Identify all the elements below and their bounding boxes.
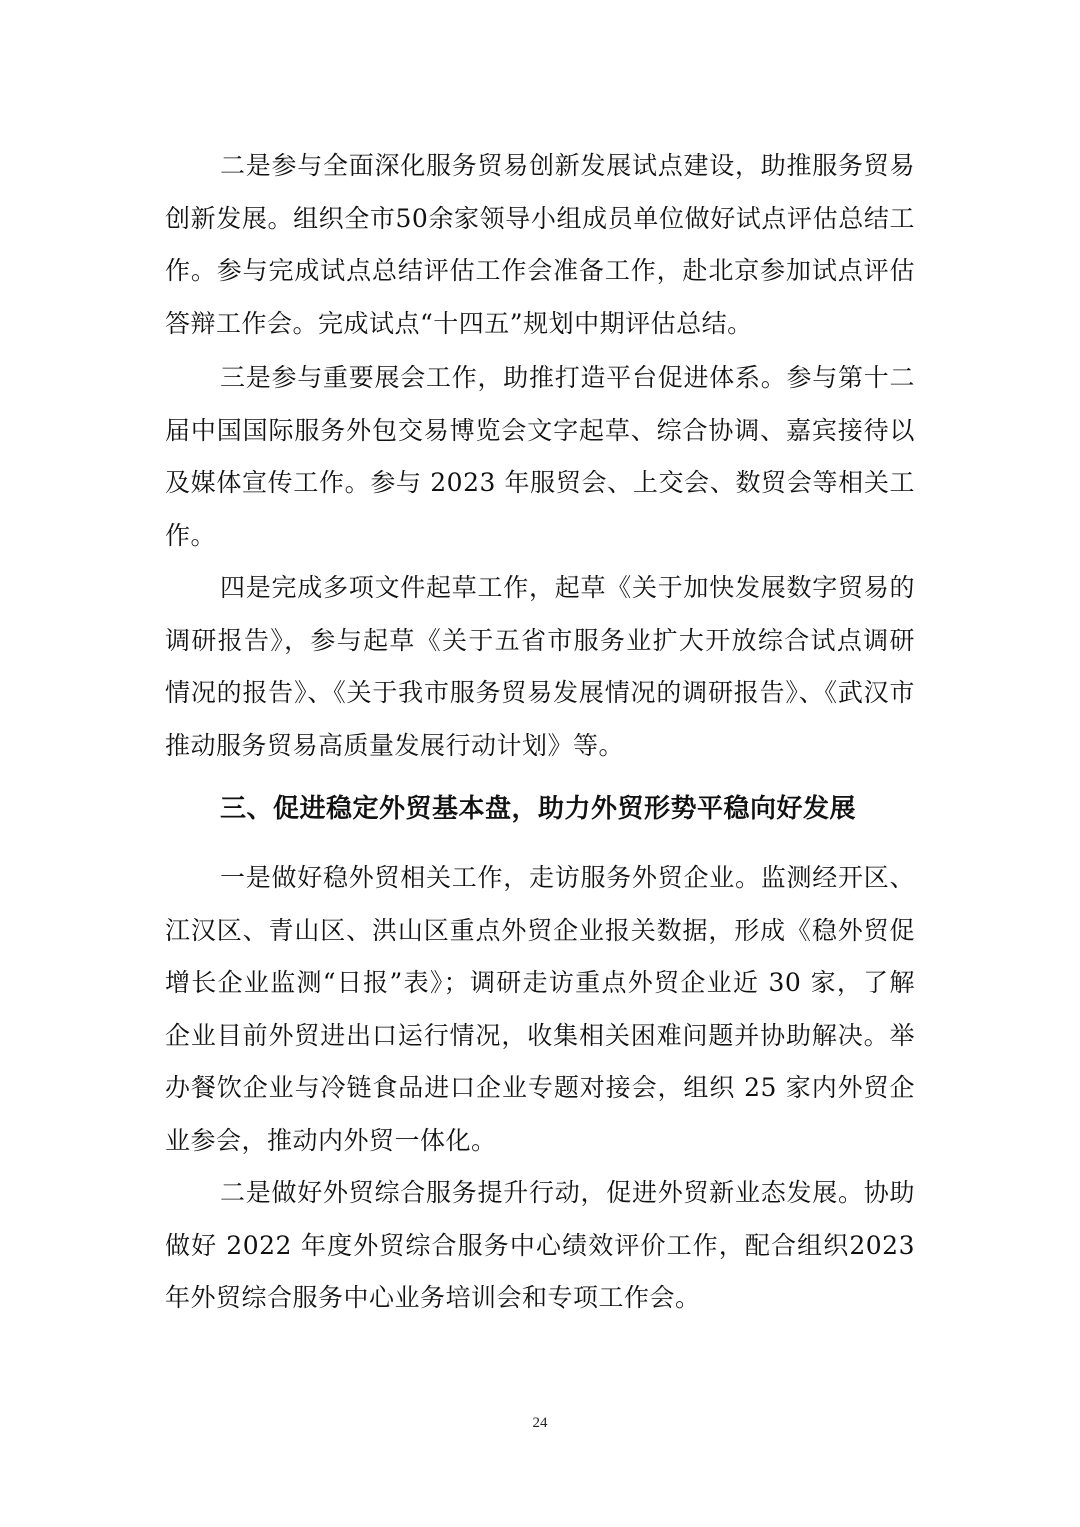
paragraph-exhibitions: 三是参与重要展会工作，助推打造平台促进体系。参与第十二届中国国际服务外包交易博览会文字起草、综合协调、嘉宾接待以及媒体宣传工作。参与 2023 年服贸会、上交会、数贸会等相关工作。 — [165, 363, 915, 550]
paragraph-services-trade-pilot: 二是参与全面深化服务贸易创新发展试点建设，助推服务贸易创新发展。组织全市50余家领导小组成员单位做好试点评估总结工作。参与完成试点总结评估工作会准备工作，赴北京参加试点评估答辩工作会。完成试点“十四五”规划中期评估总结。 — [165, 151, 915, 338]
paragraph-stabilize-foreign-trade: 一是做好稳外贸相关工作，走访服务外贸企业。监测经开区、江汉区、青山区、洪山区重点外贸企业报关数据，形成《稳外贸促增长企业监测“日报”表》；调研走访重点外贸企业近 30 家，了解企业目前外贸进出口运行情况，收集相关困难问题并协助解决。举办餐饮企业与冷链食品进口企业专题对接会，组织 25 家内外贸企业参会，推动内外贸一体化。 — [165, 863, 915, 1155]
section-heading: 三、促进稳定外贸基本盘，助力外贸形势平稳向好发展 — [220, 794, 857, 824]
paragraph-document-drafting: 四是完成多项文件起草工作，起草《关于加快发展数字贸易的调研报告》，参与起草《关于五省市服务业扩大开放综合试点调研情况的报告》、《关于我市服务贸易发展情况的调研报告》、《武汉市推动服务贸易高质量发展行动计划》等。 — [165, 573, 915, 760]
paragraph-comprehensive-services: 二是做好外贸综合服务提升行动，促进外贸新业态发展。协助做好 2022 年度外贸综合服务中心绩效评价工作，配合组织2023 年外贸综合服务中心业务培训会和专项工作会。 — [165, 1178, 915, 1312]
page-number: 24 — [532, 1415, 548, 1431]
